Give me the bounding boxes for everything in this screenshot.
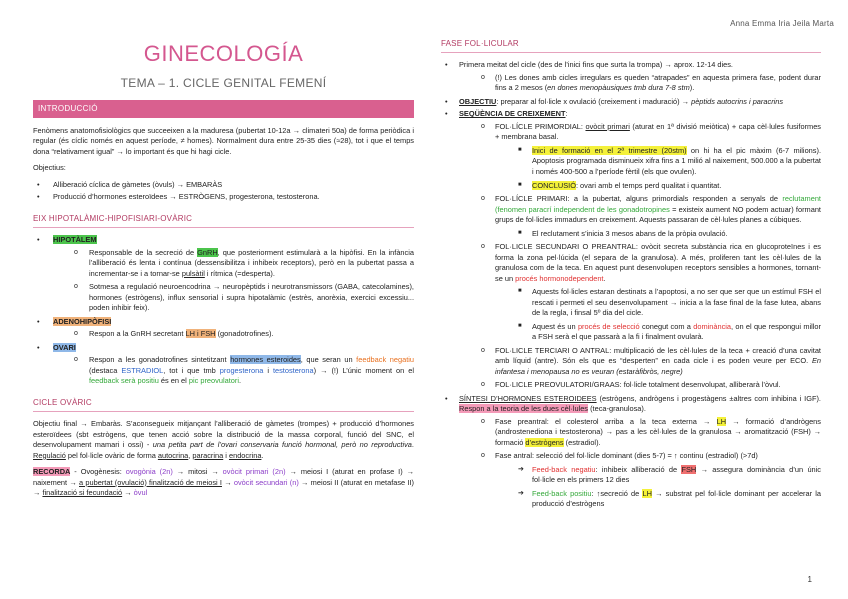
follicle-preovulatori: o FOL·LICLE PREOVULATORI/GRAAS: fol·licle totalment desenvolupat, alliberarà l’òvul. (441, 380, 821, 391)
synthesis-antral: o Fase antral: selecció del fol·licle dominant (dies 5-7) = ↑ continu (estradiol) (>7d) (441, 451, 821, 462)
intro-heading: INTRODUCCIÓ (33, 100, 414, 117)
page-number: 1 (807, 574, 812, 584)
follicle-primari: o FOL·LÍCLE PRIMARI: a la pubertat, alguns primordials responden a senyals de reclutament (fenomen paracrí independent de les gonadotropines = existeix aument NO podem actuar) formant grups de fol·licles immadurs en creixement. Aquests passaran de cèl·lules planes a cúbiques. (441, 194, 821, 226)
recorda-paragraph: RECORDA - Ovogènesis: ovogònia (2n) → mitosi → ovòcit primari (2n) → meiosi I (aturat en profase I) → naixement → a pubertat (ovulació) finalització de meiosi I → ovòcit secundari (n) → meiosi II (aturat en metafase II) → finalització si fecundació → òvul (33, 467, 415, 498)
secundari-detail-1: ■ Aquests fol·licles estaran destinats a l’apoptosi, a no ser que ser que un estímul FSH el rescati i permeti el seu desenvolupament → inicia a la fase final de la fase lutea, abans de la regla, i finsal 5º dia del cicle. (441, 287, 821, 319)
hipotalem-detail-1: o Responsable de la secreció de GnRH, que posteriorment estimularà a la hipòfisi. En la infància l’alliberació és lenta i contínua (dessensibilitza i inhibeix receptors), però en la pubertat passa a incrementar-se i a tornar-se pulsàtil i rítmica (=desperta). (33, 248, 414, 280)
hipotalem-label: HIPOTÀLEM (53, 235, 97, 245)
intro-paragraph: Fenòmens anatomofisiològics que succeeixen a la maduresa (pubertat 10-12a → climateri 50a) de forma periòdica i regular (és cíclic només en aquest període, ≠ homes). Normalment dura entre 25-35 dies (≈28), tot i que el temps dona “relativament igual” → lo important és que hi hagi cicle. (33, 125, 414, 156)
primari-detail: ■ El reclutament s’inicia 3 mesos abans de la pròpia ovulació. (441, 229, 821, 240)
right-column (441, 38, 821, 513)
objective-item: • Producció d’hormones esteroïdees → ESTRÒGENS, progesterona, testosterona. (33, 192, 414, 203)
ovari-detail: o Respon a les gonadotrofines sintetitzant hormones esteroides, que seran un feedback negatiu (destaca ESTRADIOL, tot i que tmb progesterona i testosterona) → (!) L’únic moment on el feedback serà positiu és en el pic preovulatori. (33, 355, 414, 387)
document-subtitle: TEMA – 1. CICLE GENITAL FEMENÍ (120, 76, 327, 91)
axis-heading: EIX HIPOTALÀMIC-HIPOFISIARI-OVÀRIC (33, 213, 414, 228)
cycle-heading: CICLE OVÀRIC (33, 397, 414, 412)
feedback-negative: ➔ Feed-back negatiu: inhibeix alliberació de FSH → assegura dominància d’un únic fol·licle en els primers 12 dies (441, 465, 821, 486)
adenohipofisi-label: ADENOHIPÒFISI (53, 316, 112, 326)
phase-list (441, 60, 821, 510)
phase-heading: FASE FOL·LICULAR (441, 38, 821, 53)
feedback-positive: ➔ Feed-back positiu: ↑secreció de LH → substrat pel fol·licle dominant per accelerar la producció d’estrògens (441, 489, 821, 510)
axis-item-ovari (33, 343, 414, 354)
primordial-detail-1: ■ Inici de formació en el 2ª trimestre (20stm) on hi ha el pic màxim (6-7 milions). Apoptosis programada disminueix xifra fins a 1 milió al naixement, 500.000 a la pubertat i només 400-500 a l’període fèrtil (els que ovulen). (441, 146, 821, 178)
phase-item-objective: • OBJECTIU: preparar al fol·licle x ovulació (creixement i maduració) → pèptids autocrins i paracrins (441, 97, 821, 108)
objectives-list (33, 180, 414, 203)
cycle-paragraph: Objectiu final → Embaràs. S’aconsegueix mitjançant l’alliberació de gàmetes (trompes) + producció d’hormones esteroïdees (sbt estrògens, que tenen acció sobre la distribució de la massa corporal, funció del SNC, el desenvolupament mamari i ossi) - una petita part de l’ovari conservaria funció hormonal, però no reproductiva. Regulació pel fol·licle ovàric de forma autocrina, paracrina i endocrina. (33, 419, 414, 460)
adenohipofisi-detail: o Respon a la GnRH secretant LH i FSH (gonadotrofines). (33, 329, 414, 340)
gnrh-highlight: GnRH (197, 247, 218, 257)
hormones-highlight: hormones esteroides (230, 355, 301, 365)
phase-item-duration: • Primera meitat del cicle (des de l’inici fins que surta la trompa) → aprox. 12-14 dies. (441, 60, 821, 71)
axis-item-hipotalem (33, 235, 414, 246)
axis-list (33, 235, 414, 387)
lh-fsh-highlight: LH i FSH (185, 329, 216, 339)
primordial-detail-2: ■ CONCLUSIÓ: ovari amb el temps perd qualitat i quantitat. (441, 181, 821, 192)
ovari-label: OVARI (53, 342, 76, 352)
follicle-primordial: o FOL·LÍCLE PRIMORDIAL: ovòcit primari (aturat en 1ª divisió meiòtica) + capa cèl·lules fusiformes + membrana basal. (441, 122, 821, 143)
objective-item: • Alliberació cíclica de gàmetes (òvuls) → EMBARÀS (33, 180, 414, 191)
document-title: GINECOLOGÍA (143, 41, 304, 66)
secundari-detail-2: ■ Aquest és un procés de selecció conegut com a dominància, on el que respongui millor a FSH serà el que passarà a la fi i finalment ovularà. (441, 322, 821, 343)
phase-item-synthesis: • SÍNTESI D’HORMONES ESTEROIDEES (estrògens, andrògens i progestàgens ±altres com inhibina i IGF). Respon a la teoria de les dues cèl·lules (teca-granulosa). (441, 394, 821, 415)
follicle-terciari: o FOL·LICLE TERCIARI O ANTRAL: multiplicació de les cèl·lules de la teca + creació d’una cavitat amb líquid (antre). Són els que es “desperten” en cada cicle i es poden veure per ECO. En infantesa i menopausa no es veuran (estaràfibròs, negre) (441, 346, 821, 378)
phase-note-irregular: o (!) Les dones amb cicles irregulars es queden “atrapades” en aquesta primera fase, podent durar fins a 2 mesos (en dones menopàusiques tmb dura 7-8 stm). (441, 73, 821, 94)
recorda-label: RECORDA (33, 467, 71, 477)
author-name: Anna Emma Iria Jeila Marta (730, 19, 834, 28)
left-column (33, 38, 414, 505)
synthesis-preantral: o Fase preantral: el colesterol arriba a la teca externa → LH → formació d’andrògens (androstenediona i testosterona) → pas a les cèl·lules de la granulosa → aromatització (FSH) → formació d’estrògens (estradiol). (441, 417, 821, 449)
hipotalem-detail-2: o Sotmesa a regulació neuroencodrina → neuropèptids i neurotransmissors (GABA, catecolamines), hormones (estrògens), influx sensorial i supra hipotalàmic (estrès, anorèxia, exercici excessiu... poden inhibir feix). (33, 282, 414, 314)
objectives-label: Objectius: (33, 163, 66, 173)
phase-item-sequence: • SEQÜÈNCIA DE CREIXEMENT: (441, 109, 821, 120)
axis-item-adenohipofisi (33, 317, 414, 328)
follicle-secundari: o FOL·LICLE SECUNDARI O PREANTRAL: ovòcit secreta substància rica en glucoproteïnes i es forma la zona pel·lúcida (el separa de la granulosa). A més, proliferen tant les cèl·lules de la granulosa com de la teca. En aquest punt desenvolupen receptors sensibles a hormones, tornant-se un procés hormonodependent. (441, 242, 821, 284)
